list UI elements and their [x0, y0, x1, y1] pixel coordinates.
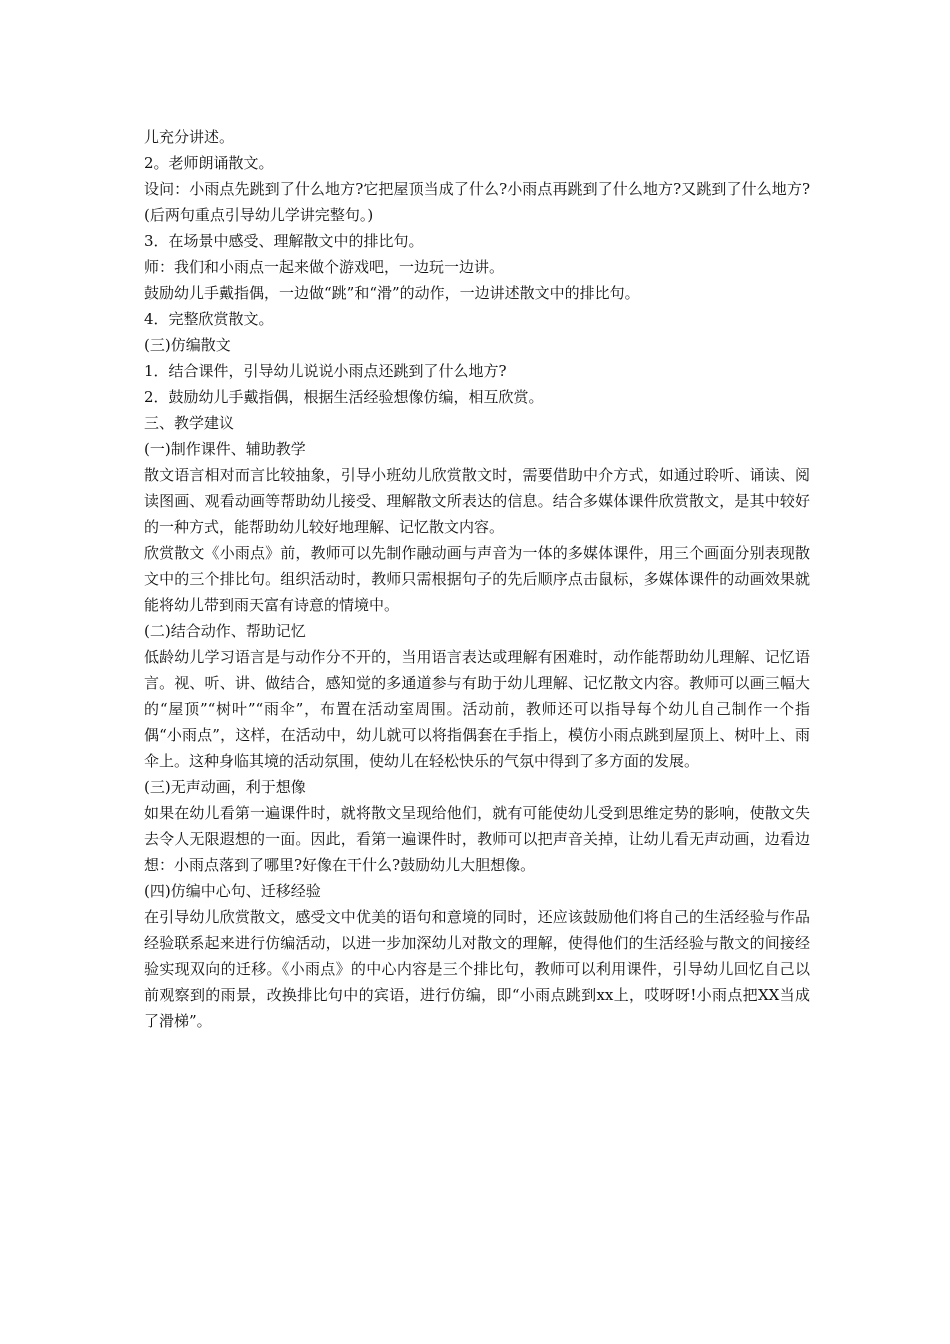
text-paragraph: 散文语言相对而言比较抽象，引导小班幼儿欣赏散文时，需要借助中介方式，如通过聆听、诵读、阅读图画、观看动画等帮助幼儿接受、理解散文所表达的信息。结合多媒体课件欣赏散文，是其中较好的一种方式，能帮助幼儿较好地理解、记忆散文内容。 [144, 466, 810, 536]
text-paragraph: 设问：小雨点先跳到了什么地方?它把屋顶当成了什么?小雨点再跳到了什么地方?又跳到了什么地方?(后两句重点引导幼儿学讲完整句。) [144, 180, 810, 224]
text-paragraph: 在引导幼儿欣赏散文，感受文中优美的语句和意境的同时，还应该鼓励他们将自己的生活经验与作品经验联系起来进行仿编活动，以进一步加深幼儿对散文的理解，使得他们的生活经验与散文的间接经验实现双向的迁移。《小雨点》的中心内容是三个排比句，教师可以利用课件，引导幼儿回忆自己以前观察到的雨景，改换排比句中的宾语，进行仿编，即“小雨点跳到xx上，哎呀呀!小雨点把XX当成了滑梯”。 [144, 908, 810, 1030]
section-heading: (三)仿编散文 [144, 336, 231, 354]
text-paragraph: 师：我们和小雨点一起来做个游戏吧，一边玩一边讲。 [144, 258, 505, 276]
text-paragraph: 低龄幼儿学习语言是与动作分不开的，当用语言表达或理解有困难时，动作能帮助幼儿理解、记忆语言。视、听、讲、做结合，感知觉的多通道参与有助于幼儿理解、记忆散文内容。教师可以画三幅大的“屋顶”“树叶”“雨伞”，布置在活动室周围。活动前，教师还可以指导每个幼儿自己制作一个指偶“小雨点”，这样，在活动中，幼儿就可以将指偶套在手指上，模仿小雨点跳到屋顶上、树叶上、雨伞上。这种身临其境的活动氛围，使幼儿在轻松快乐的气氛中得到了多方面的发展。 [144, 648, 810, 770]
subsection-heading: (三)无声动画，利于想像 [144, 778, 306, 796]
text-paragraph: 鼓励幼儿手戴指偶，一边做“跳”和“滑”的动作，一边讲述散文中的排比句。 [144, 284, 640, 302]
step-3: 3．在场景中感受、理解散文中的排比句。 [144, 232, 424, 250]
subsection-heading: (四)仿编中心句、迁移经验 [144, 882, 321, 900]
text-paragraph: 欣赏散文《小雨点》前，教师可以先制作融动画与声音为一体的多媒体课件，用三个画面分别表现散文中的三个排比句。组织活动时，教师只需根据句子的先后顺序点击鼠标，多媒体课件的动画效果就能将幼儿带到雨天富有诗意的情境中。 [144, 544, 810, 614]
step-2: 2．鼓励幼儿手戴指偶，根据生活经验想像仿编，相互欣赏。 [144, 388, 544, 406]
document-page [144, 124, 810, 1034]
text-paragraph: 如果在幼儿看第一遍课件时，就将散文呈现给他们，就有可能使幼儿受到思维定势的影响，使散文失去令人无限遐想的一面。因此，看第一遍课件时，教师可以把声音关掉，让幼儿看无声动画，边看边想：小雨点落到了哪里?好像在干什么?鼓励幼儿大胆想像。 [144, 804, 810, 874]
step-2: 2。老师朗诵散文。 [144, 154, 274, 172]
subsection-heading: (二)结合动作、帮助记忆 [144, 622, 306, 640]
text-paragraph: 儿充分讲述。 [144, 128, 235, 146]
step-4: 4．完整欣赏散文。 [144, 310, 274, 328]
subsection-heading: (一)制作课件、辅助教学 [144, 440, 306, 458]
section-heading: 三、教学建议 [144, 414, 235, 432]
step-1: 1．结合课件，引导幼儿说说小雨点还跳到了什么地方? [144, 362, 507, 380]
